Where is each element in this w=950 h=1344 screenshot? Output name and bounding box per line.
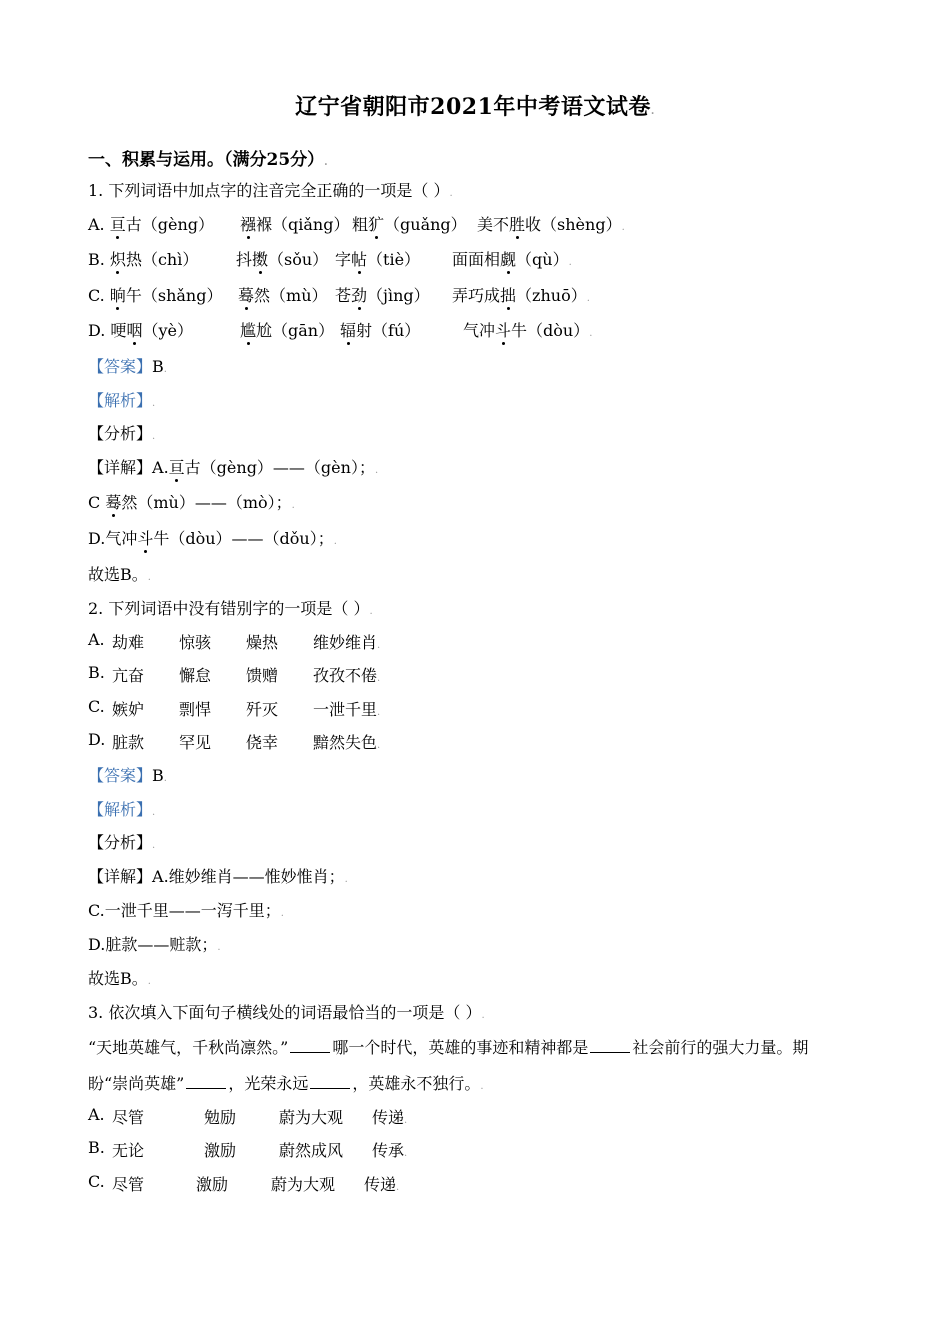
paragraph-mark: . [152, 807, 156, 818]
option-word: 懈怠 [179, 666, 212, 685]
dotted-char: 胜 [509, 212, 525, 235]
fill-blank [590, 1038, 630, 1053]
paragraph-mark: . [333, 536, 337, 547]
section-heading [88, 145, 328, 170]
paragraph-mark: . [163, 773, 167, 784]
fenxi-tag: 【分析】 [88, 833, 153, 852]
answer-tag: 【答案】 [88, 766, 153, 785]
q1a-c3-rest: （guǎng） [384, 215, 467, 234]
dotted-char: 炽 [110, 247, 126, 270]
q1-detail-3 [88, 526, 337, 549]
section-heading-text: 一、积累与运用。（满分25分） [88, 150, 325, 170]
q1b-c4-rest: （qù） [516, 250, 569, 269]
q1d-c2-rest: 尬（gān） [256, 321, 335, 340]
q1c-c2 [238, 283, 328, 306]
q1-stem [88, 178, 453, 201]
q1a-c2 [240, 212, 349, 235]
q1c-c4 [452, 283, 590, 306]
page-title-text: 辽宁省朝阳市2021年中考语文试卷 [295, 94, 651, 120]
answer-value: B [152, 766, 164, 785]
q1-stem-text: 1. 下列词语中加点字的注音完全正确的一项是（ ） [88, 181, 450, 200]
option-word: 嫉妒 [112, 700, 145, 719]
q1-detail-2 [88, 490, 295, 513]
fenxi-tag: 【分析】 [88, 424, 153, 443]
q1b-c1-rest: 热（chì） [125, 250, 199, 269]
q2c-last [313, 697, 380, 720]
q1b-c1 [88, 247, 198, 270]
q1-fenxi [88, 421, 155, 444]
q2a-last [313, 630, 380, 653]
passage-text: 社会前行的强大力量。期 [632, 1038, 809, 1057]
passage-text: 盼“崇尚英雄” [88, 1074, 185, 1093]
option-word: 尽管 [112, 1108, 145, 1127]
q1d-c1 [88, 318, 193, 341]
q1c-c1-rest: 午（shǎng） [125, 286, 223, 305]
option-word: 劫难 [112, 633, 145, 652]
option-letter: A. [88, 630, 105, 649]
option-word: 传递 [372, 1108, 405, 1127]
q1c-c1 [88, 283, 222, 306]
option-word: 激励 [196, 1175, 229, 1194]
dotted-char: 辐 [340, 318, 356, 341]
q1d-c1-rest: （yè） [142, 321, 193, 340]
dotted-char: 斗 [495, 318, 511, 341]
q2-answer [88, 763, 167, 786]
q2b-last [313, 663, 380, 686]
q2-jiexi [88, 797, 155, 820]
option-letter: C. [88, 697, 105, 716]
detail-text: D.气冲 [88, 529, 138, 548]
paragraph-mark: . [568, 257, 572, 268]
q2-conclusion [88, 966, 151, 989]
q1b-c2-rest: （sǒu） [268, 250, 329, 269]
q1b-c3 [335, 247, 420, 270]
paragraph-mark: . [377, 707, 381, 718]
q1a-c4-rest: 收（shèng） [525, 215, 622, 234]
paragraph-mark: . [152, 398, 156, 409]
paragraph-mark: . [324, 157, 328, 168]
paragraph-mark: . [449, 188, 453, 199]
q1a-c3-pre: 粗 [352, 215, 369, 234]
paragraph-mark: . [481, 1010, 485, 1021]
option-word: 脏款 [112, 733, 145, 752]
passage-text: ，英雄永不独行。 [352, 1074, 481, 1093]
paragraph-mark: . [396, 1182, 400, 1193]
detail-text: 古（gèng）——（gèn）； [184, 458, 375, 477]
q3b-last [372, 1138, 407, 1161]
paragraph-mark: . [404, 1115, 408, 1126]
q1b-c2-pre: 抖 [236, 250, 253, 269]
dotted-char: 襁 [240, 212, 256, 235]
dotted-char: 蓦 [105, 490, 121, 513]
q1a-c1-rest: 古（gèng） [125, 215, 215, 234]
page-title [0, 90, 950, 121]
detail-text: 牛（dòu）——（dǒu）； [153, 529, 334, 548]
paragraph-mark: . [217, 942, 221, 953]
option-letter: D. [88, 730, 106, 749]
dotted-char: 蓦 [238, 283, 254, 306]
option-word: 惊骇 [179, 633, 212, 652]
passage-text: 哪一个时代，英雄的事迹和精神都是 [332, 1038, 589, 1057]
option-word: 歼灭 [246, 700, 279, 719]
answer-tag: 【答案】 [88, 357, 153, 376]
q1a-c4-pre: 美不 [477, 215, 510, 234]
option-word: 维妙维肖 [313, 633, 378, 652]
q3-passage-line2 [88, 1071, 484, 1094]
option-word: 传递 [364, 1175, 397, 1194]
option-word: 剽悍 [179, 700, 212, 719]
q3-passage-line1 [88, 1035, 808, 1058]
dotted-char: 帖 [351, 247, 367, 270]
paragraph-mark: . [480, 1081, 484, 1092]
jiexi-tag: 【解析】 [88, 800, 153, 819]
q1d-c3 [340, 318, 420, 341]
q2-detail-3 [88, 932, 221, 955]
q3a-last [372, 1105, 407, 1128]
q1a-c2-rest: 褓（qiǎng） [256, 215, 350, 234]
jiexi-tag: 【解析】 [88, 391, 153, 410]
q1-conclusion [88, 562, 151, 585]
option-word: 罕见 [179, 733, 212, 752]
dotted-char: 尴 [240, 318, 256, 341]
q1b-c2 [236, 247, 328, 270]
passage-text: ，光荣永远 [228, 1074, 309, 1093]
fill-blank [186, 1074, 226, 1089]
option-word: 激励 [204, 1141, 237, 1160]
dotted-char: 犷 [368, 212, 384, 235]
detail-text: C.一泄千里——一泻千里； [88, 901, 281, 920]
detail-text: C [88, 493, 106, 512]
q1b-c4-pre: 面面相 [452, 250, 501, 269]
q3c-last [364, 1172, 399, 1195]
dotted-char: 亘 [110, 212, 126, 235]
paragraph-mark: . [344, 874, 348, 885]
q1d-c2 [240, 318, 334, 341]
detail-tag: 【详解】 [88, 867, 153, 886]
dotted-char: 拙 [500, 283, 516, 306]
paragraph-mark: . [152, 431, 156, 442]
paragraph-mark: . [280, 908, 284, 919]
fill-blank [310, 1074, 350, 1089]
detail-text: A.维妙维肖——惟妙惟肖； [152, 867, 345, 886]
paragraph-mark: . [374, 465, 379, 476]
paragraph-mark: . [369, 606, 373, 617]
option-word: 无论 [112, 1141, 145, 1160]
option-letter: C. [88, 1172, 105, 1191]
q2-fenxi [88, 830, 155, 853]
q1d-c4 [463, 318, 592, 341]
paragraph-mark: . [152, 840, 156, 851]
option-word: 传承 [372, 1141, 405, 1160]
option-word: 亢奋 [112, 666, 145, 685]
paragraph-mark: . [650, 106, 655, 117]
q1a-c1 [88, 212, 214, 235]
option-word: 勉励 [204, 1108, 237, 1127]
paragraph-mark: . [586, 293, 590, 304]
q2-stem [88, 596, 373, 619]
paragraph-mark: . [589, 328, 593, 339]
option-letter: B. [88, 1138, 105, 1157]
q1b-c4 [452, 247, 572, 270]
q1c-c3-pre: 苍 [335, 286, 352, 305]
conclusion-text: 故选B。 [88, 969, 148, 988]
detail-text: 然（mù）——（mò）； [121, 493, 292, 512]
option-word: 侥幸 [246, 733, 279, 752]
dotted-char: 咽 [126, 318, 142, 341]
dotted-char: 觑 [500, 247, 516, 270]
q2-detail-1 [88, 864, 348, 887]
option-word: 黯然失色 [313, 733, 378, 752]
option-word: 蔚为大观 [279, 1108, 344, 1127]
q1a-c3 [352, 212, 467, 235]
dotted-char: 晌 [110, 283, 126, 306]
q1c-c4-pre: 弄巧成 [452, 286, 501, 305]
paragraph-mark: . [404, 1148, 408, 1159]
option-word: 蔚为大观 [271, 1175, 336, 1194]
paragraph-mark: . [163, 364, 167, 375]
q1b-c3-pre: 字 [335, 250, 352, 269]
option-word: 燥热 [246, 633, 279, 652]
q2d-last [313, 730, 380, 753]
paragraph-mark: . [377, 673, 381, 684]
paragraph-mark: . [377, 640, 381, 651]
option-word: 蔚然成风 [279, 1141, 344, 1160]
q1a-c4 [477, 212, 625, 235]
option-word: 馈赠 [246, 666, 279, 685]
q1b-c3-rest: （tiè） [367, 250, 421, 269]
q1c-c3-rest: （jìng） [367, 286, 430, 305]
paragraph-mark: . [621, 222, 625, 233]
q1-answer [88, 354, 167, 377]
q1d-c4-pre: 气冲 [463, 321, 496, 340]
option-word: 孜孜不倦 [313, 666, 378, 685]
q3-stem [88, 1000, 485, 1023]
answer-value: B [152, 357, 164, 376]
detail-text: A. [152, 458, 169, 477]
conclusion-text: 故选B。 [88, 565, 148, 584]
detail-tag: 【详解】 [88, 458, 153, 477]
q1c-c3 [335, 283, 430, 306]
paragraph-mark: . [147, 572, 151, 583]
detail-text: D.脏款——赃款； [88, 935, 218, 954]
paragraph-mark: . [291, 500, 295, 511]
paragraph-mark: . [147, 976, 151, 987]
q1b-prefix: B. [88, 250, 110, 269]
option-word: 尽管 [112, 1175, 145, 1194]
q1-detail-1 [88, 455, 378, 478]
q3-stem-text: 3. 依次填入下面句子横线处的词语最恰当的一项是（ ） [88, 1003, 482, 1022]
q1d-c4-rest: 牛（dòu） [511, 321, 590, 340]
dotted-char: 亘 [169, 455, 185, 478]
option-letter: A. [88, 1105, 105, 1124]
q1c-c4-rest: （zhuō） [516, 286, 587, 305]
q2-stem-text: 2. 下列词语中没有错别字的一项是（ ） [88, 599, 370, 618]
fill-blank [290, 1038, 330, 1053]
q1c-prefix: C. [88, 286, 110, 305]
dotted-char: 擞 [252, 247, 268, 270]
q1a-prefix: A. [88, 215, 110, 234]
dotted-char: 劲 [351, 283, 367, 306]
q1d-prefix: D. 哽 [88, 321, 127, 340]
option-word: 一泄千里 [313, 700, 378, 719]
passage-text: “天地英雄气，千秋尚凛然。” [88, 1038, 289, 1057]
paragraph-mark: . [377, 740, 381, 751]
q2-detail-2 [88, 898, 284, 921]
q1c-c2-rest: 然（mù） [254, 286, 328, 305]
dotted-char: 斗 [137, 526, 153, 549]
q1-jiexi [88, 388, 155, 411]
option-letter: B. [88, 663, 105, 682]
q1d-c3-rest: 射（fú） [356, 321, 421, 340]
